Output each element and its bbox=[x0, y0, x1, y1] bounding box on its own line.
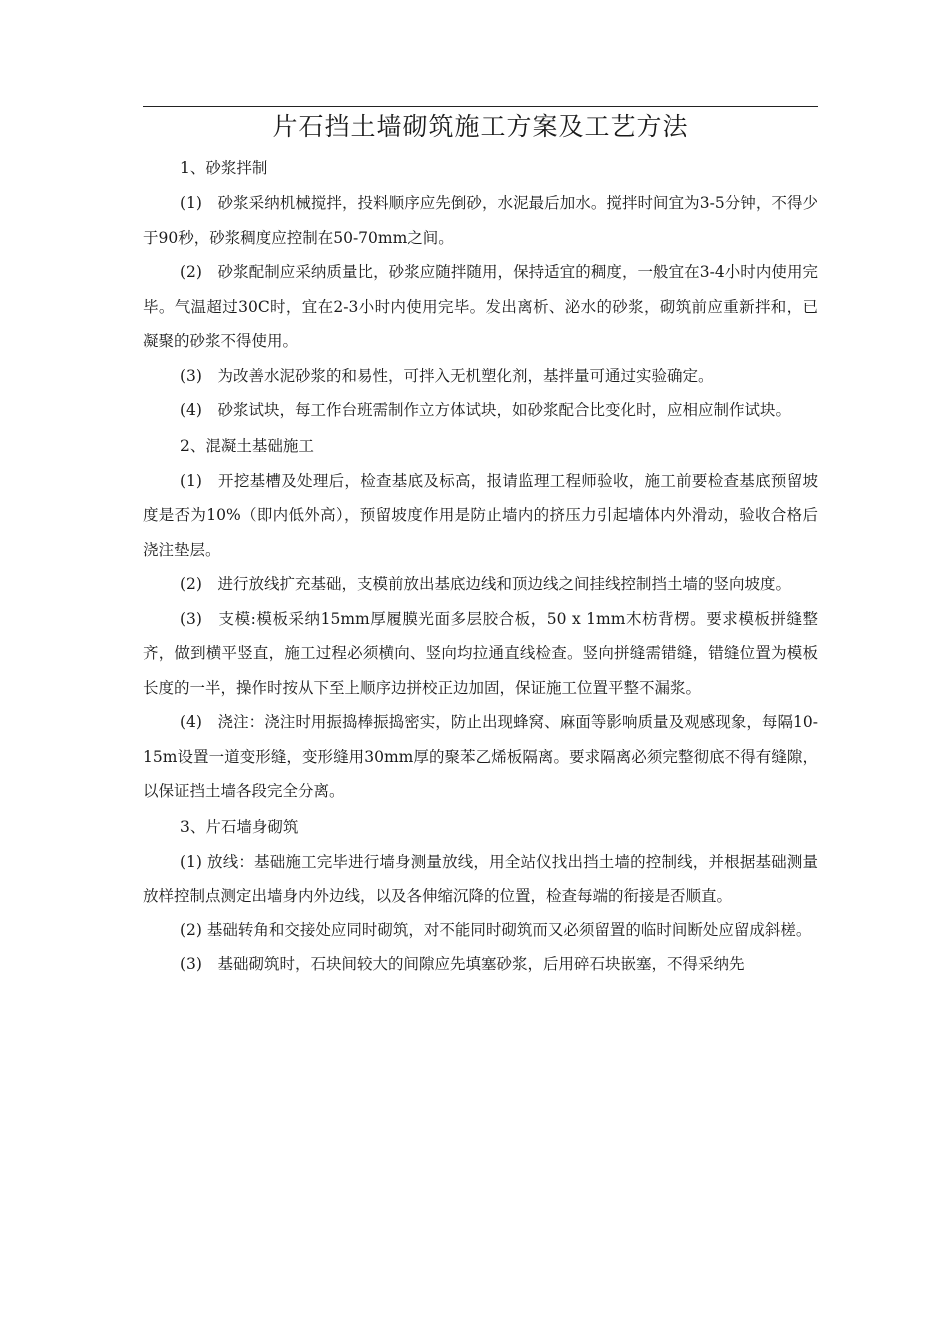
paragraph: (2) 砂浆配制应采纳质量比，砂浆应随拌随用，保持适宜的稠度，一般宜在3-4小时内使用完毕。气温超过30C时，宜在2-3小时内使用完毕。发出离析、泌水的砂浆，砌筑前应重新拌和，已凝聚的砂浆不得使用。 bbox=[143, 263, 818, 350]
paragraph: (1) 砂浆采纳机械搅拌，投料顺序应先倒砂，水泥最后加水。搅拌时间宜为3-5分钟，不得少于90秒，砂浆稠度应控制在50-70mm之间。 bbox=[143, 194, 818, 247]
document-body bbox=[143, 150, 818, 983]
paragraph: (4) 砂浆试块，每工作台班需制作立方体试块，如砂浆配合比变化时，应相应制作试块。 bbox=[180, 401, 791, 419]
paragraph: (2) 基础转角和交接处应同时砌筑，对不能同时砌筑而又必须留置的临时间断处应留成斜槎。 bbox=[180, 920, 812, 939]
document-title: 片石挡土墙砌筑施工方案及工艺方法 bbox=[272, 112, 689, 141]
header-rule bbox=[143, 106, 818, 107]
paragraph: (3) 基础砌筑时，石块间较大的间隙应先填塞砂浆，后用碎石块嵌塞，不得采纳先 bbox=[180, 954, 745, 973]
section-heading: 1、砂浆拌制 bbox=[180, 159, 268, 177]
paragraph: (2) 进行放线扩充基础，支模前放出基底边线和顶边线之间挂线控制挡土墙的竖向坡度。 bbox=[180, 575, 791, 593]
section-heading: 2、混凝土基础施工 bbox=[180, 436, 314, 455]
paragraph: (1) 放线：基础施工完毕进行墙身测量放线，用全站仪找出挡土墙的控制线，并根据基础测量放样控制点测定出墙身内外边线，以及各伸缩沉降的位置，检查每端的衔接是否顺直。 bbox=[143, 852, 818, 905]
section-heading: 3、片石墙身砌筑 bbox=[180, 817, 299, 836]
paragraph: (4) 浇注：浇注时用振捣棒振捣密实，防止出现蜂窝、麻面等影响质量及观感现象，每隔10-15m设置一道变形缝，变形缝用30mm厚的聚苯乙烯板隔离。要求隔离必须完整彻底不得有缝隙，以保证挡土墙各段完全分离。 bbox=[143, 713, 818, 800]
paragraph: (3) 支模:模板采纳15mm厚履膜光面多层胶合板，50 x 1mm木枋背楞。要求模板拼缝整齐，做到横平竖直，施工过程必须横向、竖向均拉通直线检查。竖向拼缝需错缝，错缝位置为模板长度的一半，操作时按从下至上顺序边拼校正边加固，保证施工位置平整不漏浆。 bbox=[143, 609, 818, 697]
paragraph: (3) 为改善水泥砂浆的和易性，可拌入无机塑化剂，基拌量可通过实验确定。 bbox=[180, 366, 714, 385]
paragraph: (1) 开挖基槽及处理后，检查基底及标高，报请监理工程师验收，施工前要检查基底预留坡度是否为10%（即内低外高），预留坡度作用是防止墙内的挤压力引起墙体内外滑动，验收合格后浇注垫层。 bbox=[143, 471, 818, 559]
